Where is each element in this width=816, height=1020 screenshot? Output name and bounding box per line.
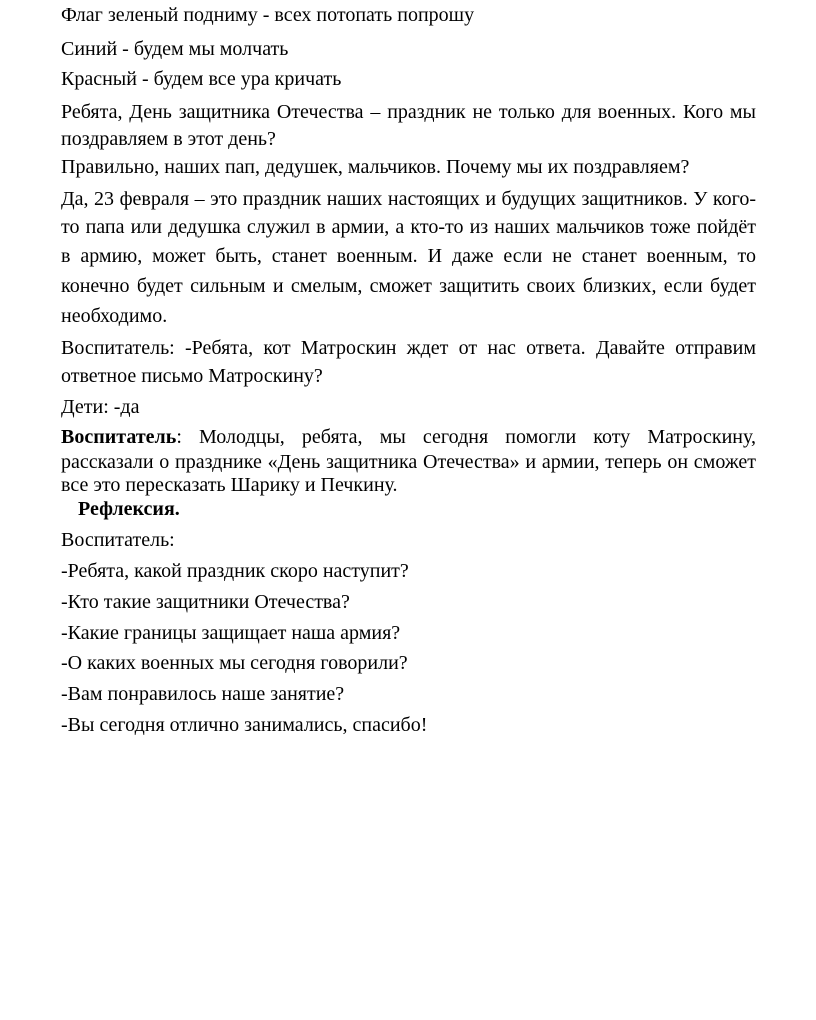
closing-line-2: рассказали о празднике «День защитника Отечества» и армии, теперь он сможет xyxy=(61,451,756,473)
teacher-label: Воспитатель: xyxy=(61,529,175,551)
question-item: -Ребята, какой праздник скоро наступит? xyxy=(61,560,409,582)
paragraph-line: Правильно, наших пап, дедушек, мальчиков. Почему мы их поздравляем? xyxy=(61,156,690,178)
closing-text: : Молодцы, ребята, мы сегодня помогли коту Матроскину, xyxy=(176,426,756,448)
question-item: -Вам понравилось наше занятие? xyxy=(61,683,345,705)
paragraph-line: Ребята, День защитника Отечества – праздник не только для военных. Кого мы xyxy=(61,101,756,123)
paragraph-line: необходимо. xyxy=(61,305,168,327)
question-item: -Вы сегодня отлично занимались, спасибо! xyxy=(61,714,428,736)
question-item: -Какие границы защищает наша армия? xyxy=(61,622,401,644)
reflection-heading: Рефлексия. xyxy=(78,498,180,520)
closing-line-3: все это пересказать Шарику и Печкину. xyxy=(61,474,398,496)
paragraph-line: в армию, может быть, станет военным. И даже если не станет военным, то xyxy=(61,245,756,267)
paragraph-line: ответное письмо Матроскину? xyxy=(61,365,323,387)
question-item: -Кто такие защитники Отечества? xyxy=(61,591,350,613)
question-item: -О каких военных мы сегодня говорили? xyxy=(61,652,408,674)
poem-line-red: Красный - будем все ура кричать xyxy=(61,68,342,90)
closing-line-1 xyxy=(61,426,756,448)
paragraph-line: поздравляем в этот день? xyxy=(61,128,276,150)
poem-line-blue: Синий - будем мы молчать xyxy=(61,38,289,60)
paragraph-line: то папа или дедушка служил в армии, а кто-то из наших мальчиков тоже пойдёт xyxy=(61,216,756,238)
children-answer: Дети: -да xyxy=(61,396,140,418)
paragraph-line: Воспитатель: -Ребята, кот Матроскин ждет от нас ответа. Давайте отправим xyxy=(61,337,756,359)
poem-line-green: Флаг зеленый подниму - всех потопать попрошу xyxy=(61,4,475,26)
paragraph-line: конечно будет сильным и смелым, сможет защитить своих близких, если будет xyxy=(61,275,756,297)
speaker-label: Воспитатель xyxy=(61,426,177,448)
paragraph-line: Да, 23 февраля – это праздник наших настоящих и будущих защитников. У кого- xyxy=(61,188,756,210)
